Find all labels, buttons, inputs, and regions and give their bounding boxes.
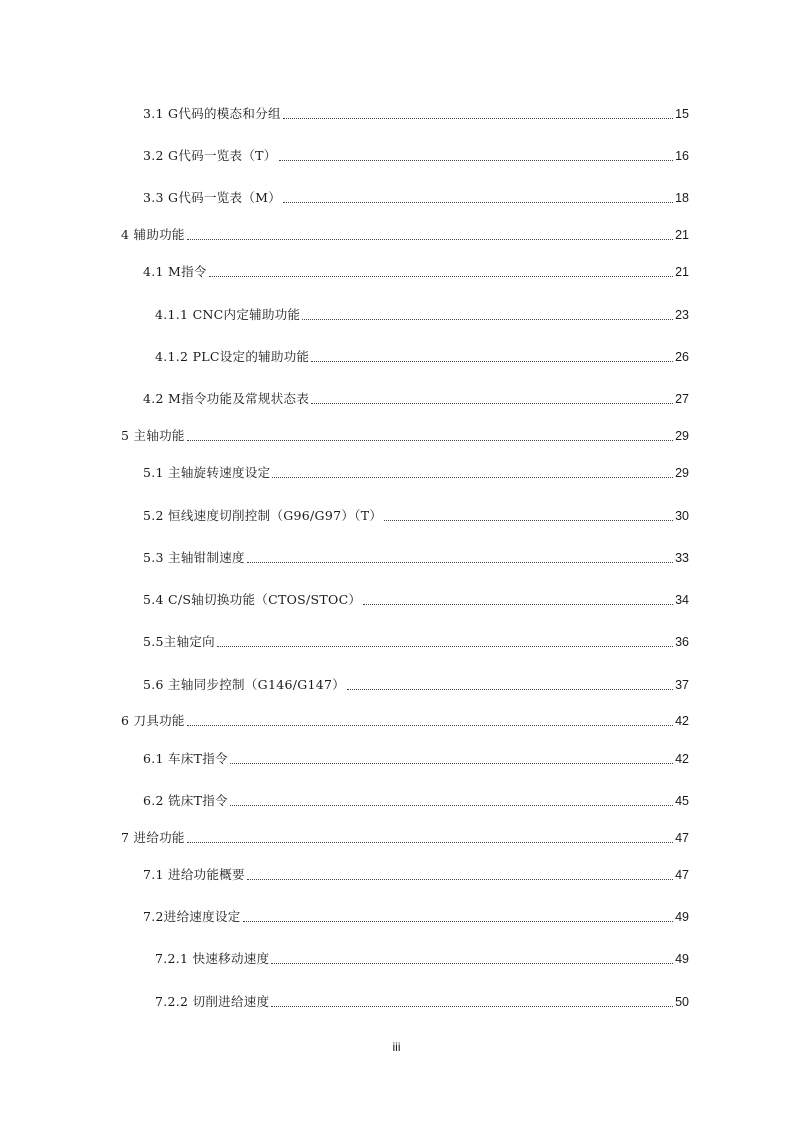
dot-leader	[187, 440, 673, 441]
toc-entry-title: 6 刀具功能	[121, 713, 185, 728]
toc-entry-title: 7.2进给速度设定	[143, 909, 241, 924]
toc-entry-page: 36	[675, 635, 689, 649]
dot-leader	[283, 202, 673, 203]
toc-entry-page: 16	[675, 149, 689, 163]
toc-entry-title: 3.3 G代码一览表（M）	[143, 190, 282, 205]
toc-entry-title: 6.2 铣床T指令	[143, 793, 228, 808]
toc-entry[interactable]	[143, 144, 689, 164]
toc-entry[interactable]	[121, 424, 689, 444]
dot-leader	[243, 921, 674, 922]
toc-entry-title: 7.1 进给功能概要	[143, 867, 245, 882]
toc-entry-title: 5.4 C/S轴切换功能（CTOS/STOC）	[143, 592, 362, 607]
toc-entry-page: 18	[675, 191, 689, 205]
toc-entry-title: 7.2.1 快速移动速度	[155, 951, 270, 966]
toc-entry[interactable]	[143, 102, 689, 122]
toc-entry-page: 21	[675, 265, 689, 279]
toc-entry-page: 47	[675, 868, 689, 882]
dot-leader	[247, 562, 673, 563]
toc-entry[interactable]	[143, 186, 689, 206]
toc-entry-page: 47	[675, 831, 689, 845]
dot-leader	[311, 361, 673, 362]
toc-entry-page: 45	[675, 794, 689, 808]
toc-entry[interactable]	[143, 546, 689, 566]
toc-entry-page: 30	[675, 509, 689, 523]
toc-entry-title: 6.1 车床T指令	[143, 751, 228, 766]
dot-leader	[271, 1006, 673, 1007]
dot-leader	[347, 689, 673, 690]
toc-entry-page: 34	[675, 593, 689, 607]
toc-entry-page: 42	[675, 714, 689, 728]
dot-leader	[187, 842, 673, 843]
toc-entry[interactable]	[121, 223, 689, 243]
toc-entry-title: 4 辅助功能	[121, 227, 185, 242]
toc-entry[interactable]	[143, 789, 689, 809]
dot-leader	[230, 805, 673, 806]
toc-entry[interactable]	[143, 905, 689, 925]
toc-entry-page: 33	[675, 551, 689, 565]
toc-entry-title: 3.2 G代码一览表（T）	[143, 148, 277, 163]
dot-leader	[302, 319, 673, 320]
toc-entry-title: 5.1 主轴旋转速度设定	[143, 465, 271, 480]
toc-entry[interactable]	[155, 303, 689, 323]
toc-entry[interactable]	[143, 863, 689, 883]
dot-leader	[311, 403, 673, 404]
toc-entry-title: 5.5主轴定向	[143, 634, 215, 649]
toc-entry-page: 29	[675, 429, 689, 443]
dot-leader	[384, 520, 673, 521]
dot-leader	[187, 239, 673, 240]
dot-leader	[271, 963, 673, 964]
toc-entry[interactable]	[155, 990, 689, 1010]
dot-leader	[217, 646, 673, 647]
toc-entry-page: 37	[675, 678, 689, 692]
toc-entry-title: 3.1 G代码的模态和分组	[143, 106, 281, 121]
toc-entry-page: 49	[675, 952, 689, 966]
page-number: iii	[392, 1040, 401, 1054]
dot-leader	[247, 879, 673, 880]
toc-entry-title: 5.6 主轴同步控制（G146/G147）	[143, 677, 346, 692]
toc-entry[interactable]	[143, 260, 689, 280]
toc-entry-title: 5.2 恒线速度切削控制（G96/G97）（T）	[143, 508, 383, 523]
dot-leader	[272, 477, 673, 478]
toc-entry-page: 49	[675, 910, 689, 924]
toc-entry[interactable]	[143, 588, 689, 608]
toc-entry-page: 26	[675, 350, 689, 364]
dot-leader	[363, 604, 673, 605]
toc-entry[interactable]	[143, 387, 689, 407]
toc-entry-title: 4.1.1 CNC内定辅助功能	[155, 307, 301, 322]
toc-entry[interactable]	[143, 461, 689, 481]
toc-entry[interactable]	[155, 345, 689, 365]
dot-leader	[279, 160, 674, 161]
toc-entry[interactable]	[143, 673, 689, 693]
toc-entry-title: 7 进给功能	[121, 830, 185, 845]
dot-leader	[230, 763, 673, 764]
toc-entry-title: 7.2.2 切削进给速度	[155, 994, 270, 1009]
toc-entry-page: 21	[675, 228, 689, 242]
toc-entry-page: 29	[675, 466, 689, 480]
toc-entry-page: 27	[675, 392, 689, 406]
toc-entry-title: 5 主轴功能	[121, 428, 185, 443]
toc-entry[interactable]	[143, 504, 689, 524]
toc-entry[interactable]	[143, 630, 689, 650]
toc-entry-title: 4.2 M指令功能及常规状态表	[143, 391, 310, 406]
toc-entry[interactable]	[143, 747, 689, 767]
toc-entry-title: 5.3 主轴钳制速度	[143, 550, 245, 565]
dot-leader	[209, 276, 673, 277]
toc-entry-page: 42	[675, 752, 689, 766]
toc-entry[interactable]	[121, 826, 689, 846]
toc-entry-title: 4.1.2 PLC设定的辅助功能	[155, 349, 310, 364]
dot-leader	[187, 725, 673, 726]
toc-entry[interactable]	[155, 947, 689, 967]
toc-entry-page: 50	[675, 995, 689, 1009]
dot-leader	[283, 118, 673, 119]
toc-entry-page: 23	[675, 308, 689, 322]
toc-entry[interactable]	[121, 709, 689, 729]
toc-entry-title: 4.1 M指令	[143, 264, 207, 279]
toc-entry-page: 15	[675, 107, 689, 121]
